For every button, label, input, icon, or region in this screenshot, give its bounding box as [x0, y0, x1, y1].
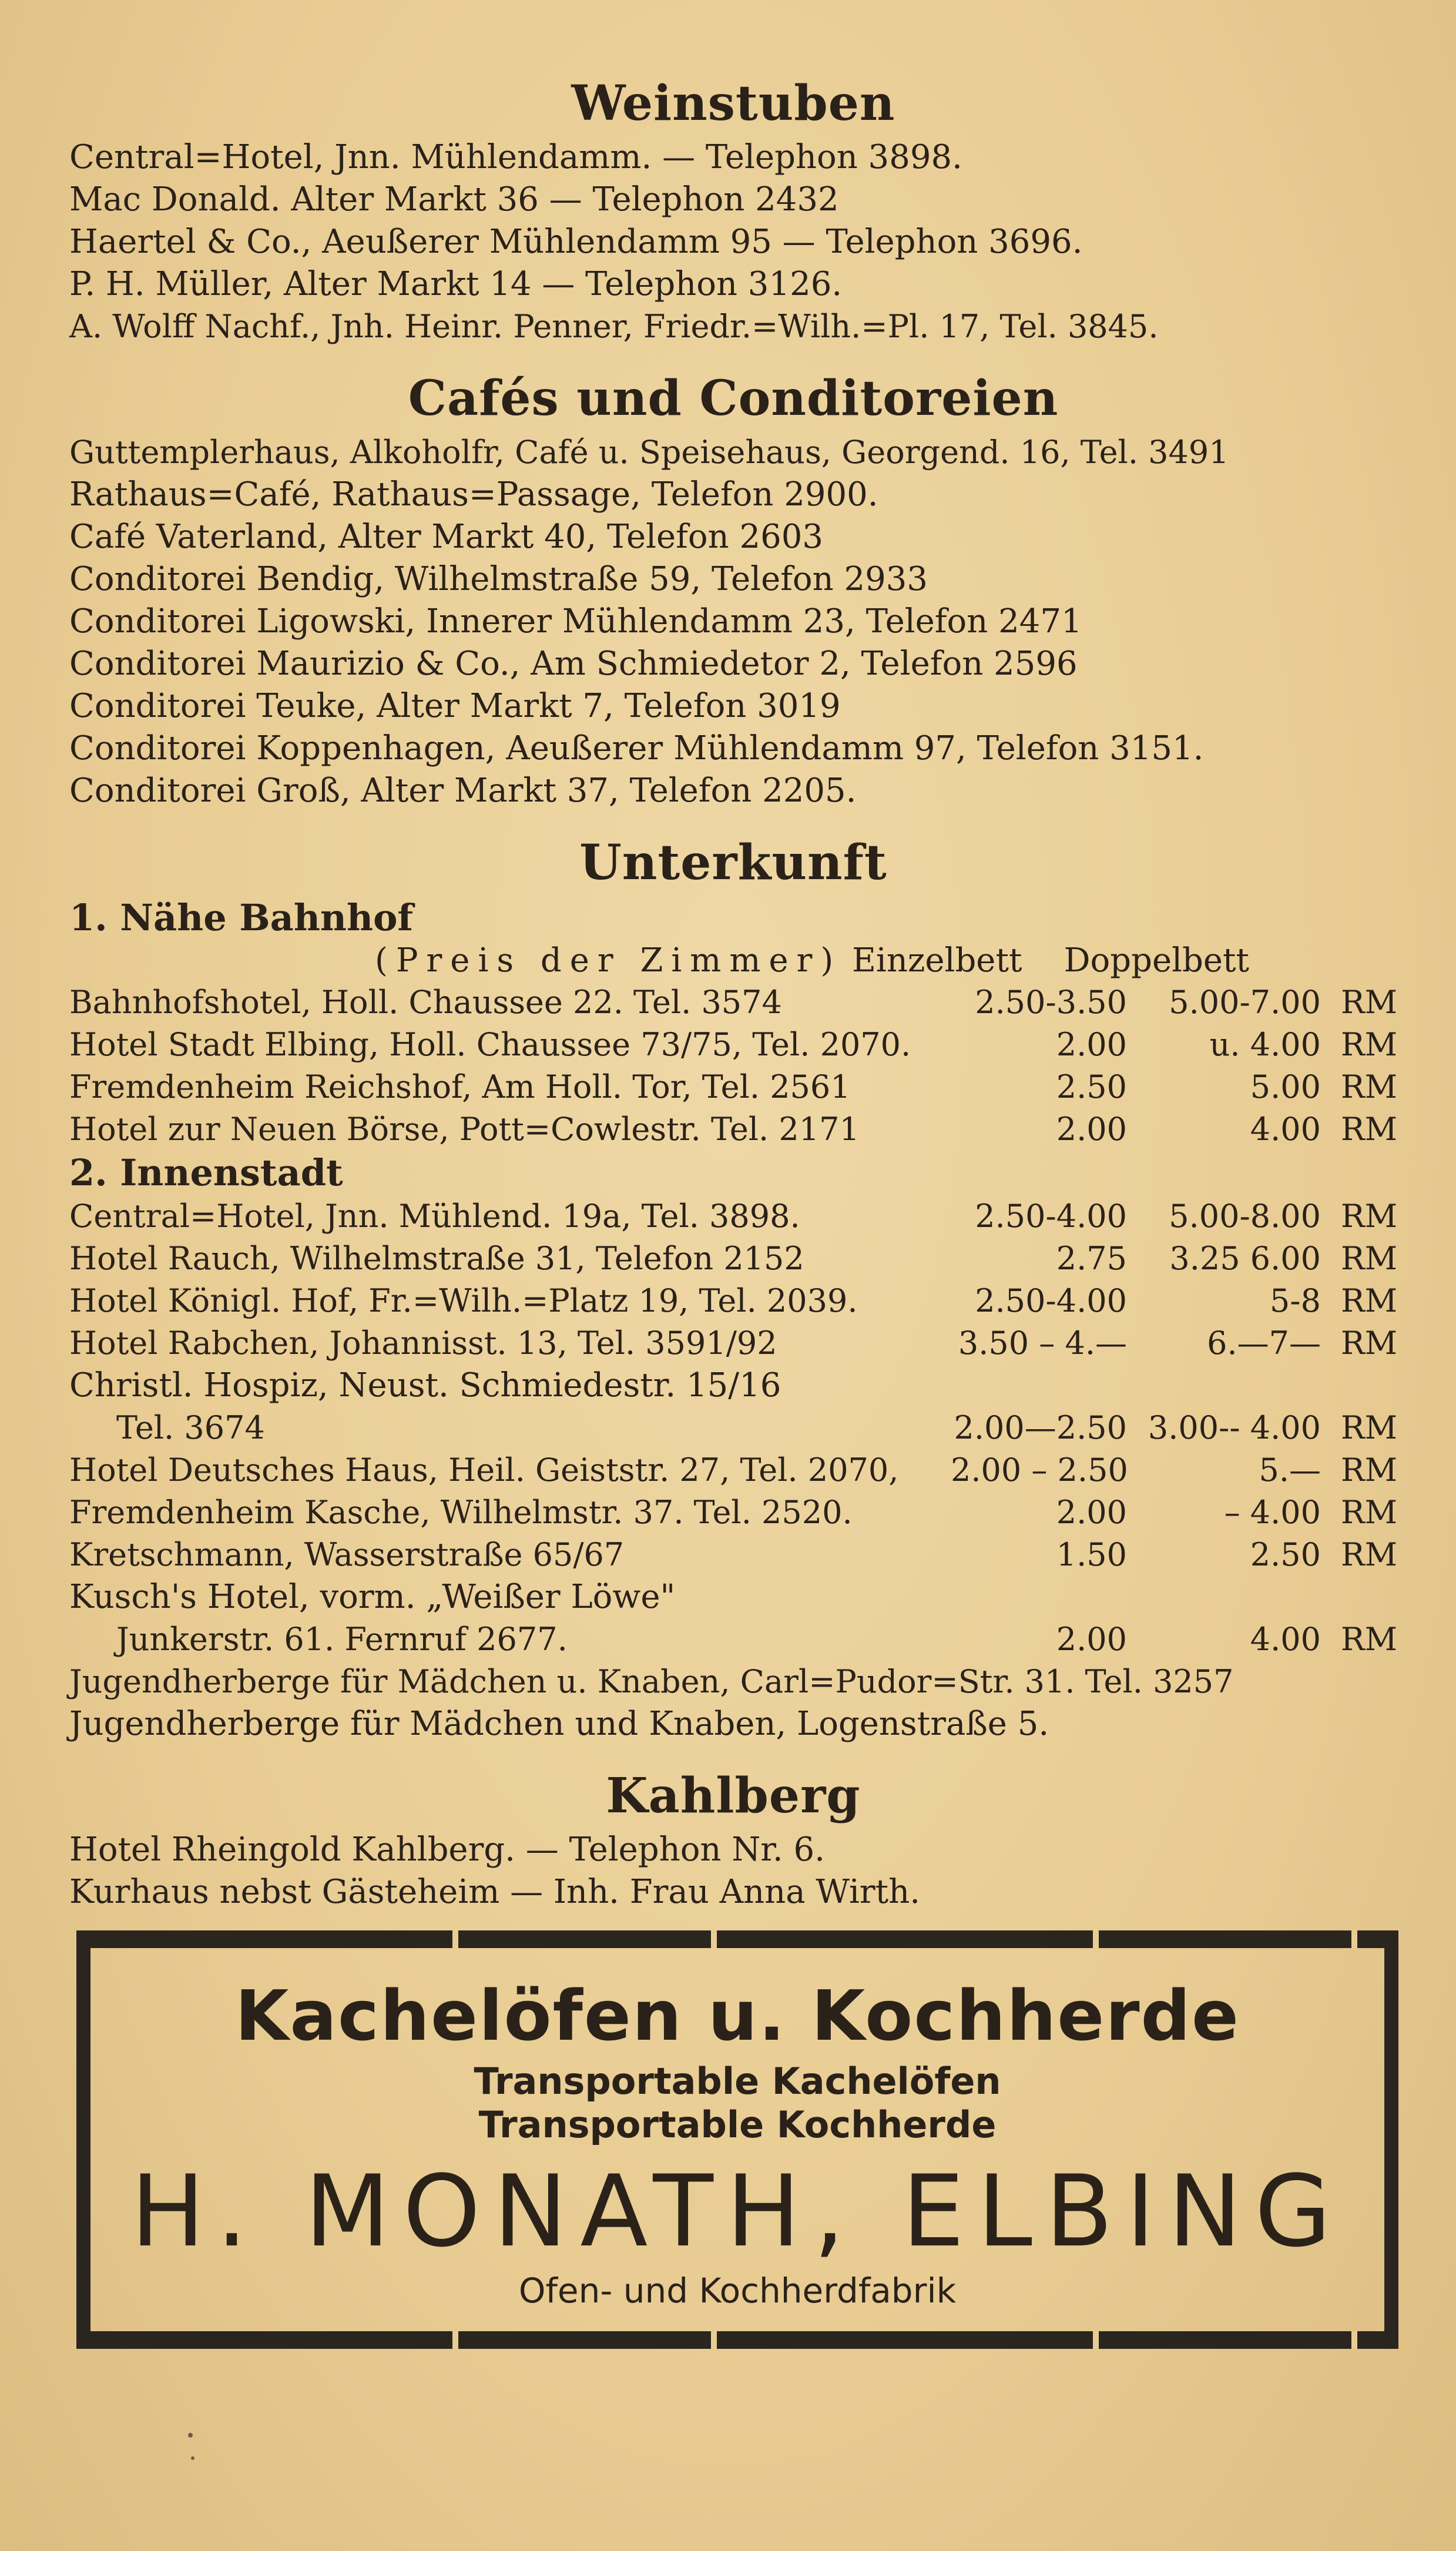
price-double: 5-8 — [1270, 1282, 1321, 1319]
ad-border-left — [76, 1948, 90, 2331]
entry-line: Mac Donald. Alter Markt 36 — Telephon 2432 — [69, 180, 839, 219]
entry-line: Conditorei Bendig, Wilhelmstraße 59, Telefon 2933 — [69, 560, 928, 598]
entry-line: Guttemplerhaus, Alkoholfr, Café u. Speisehaus, Georgend. 16, Tel. 3491 — [69, 434, 1229, 471]
lodging-row — [69, 1280, 1397, 1322]
currency: RM — [1341, 1494, 1397, 1531]
currency: RM — [1341, 1111, 1397, 1148]
subsection-title-bahnhof: 1. Nähe Bahnhof — [69, 896, 414, 939]
lodging-row — [69, 981, 1397, 1024]
price-single: 3.50 – 4.— — [958, 1325, 1127, 1362]
section-weinstuben — [69, 71, 1397, 348]
section-cafes — [69, 366, 1397, 812]
entry-line: Rathaus=Café, Rathaus=Passage, Telefon 2900. — [69, 475, 878, 514]
currency: RM — [1341, 1198, 1397, 1235]
lodging-row — [69, 1407, 1397, 1449]
price-single: 2.00 — [1056, 1621, 1127, 1658]
price-single: 2.50 — [1056, 1068, 1127, 1105]
ad-line: Transportable Kochherde — [478, 2103, 997, 2146]
currency: RM — [1341, 1536, 1397, 1573]
entry-line: Haertel & Co., Aeußerer Mühlendamm 95 — Telephon 3696. — [69, 223, 1083, 261]
price-double: 3.25 6.00 — [1169, 1240, 1321, 1277]
price-header-prefix: (Preis der Zimmer) — [375, 941, 842, 980]
advertisement-box — [76, 1930, 1398, 2351]
currency: RM — [1341, 1325, 1397, 1362]
price-single: 2.50-3.50 — [975, 984, 1127, 1021]
ad-line: Transportable Kachelöfen — [474, 2060, 1001, 2103]
lodging-name: Hotel Rabchen, Johannisst. 13, Tel. 3591/92 — [69, 1325, 777, 1362]
lodging-name: Central=Hotel, Jnn. Mühlend. 19a, Tel. 3898. — [69, 1198, 800, 1235]
entry-line: Café Vaterland, Alter Markt 40, Telefon 2603 — [69, 518, 823, 556]
section-title-cafes: Cafés und Conditoreien — [408, 370, 1059, 427]
lodging-name: Hotel zur Neuen Börse, Pott=Cowlestr. Tel. 2171 — [69, 1111, 860, 1148]
price-header-einzel: Einzelbett — [852, 941, 1022, 980]
entry-line: Conditorei Ligowski, Innerer Mühlendamm 23, Telefon 2471 — [69, 602, 1082, 641]
price-single: 2.00 — [1056, 1026, 1127, 1063]
currency: RM — [1341, 1240, 1397, 1277]
lodging-name: Junkerstr. 61. Fernruf 2677. — [116, 1621, 568, 1658]
lodging-row — [69, 1322, 1397, 1365]
price-single: 2.00 – 2.50 — [951, 1452, 1128, 1489]
lodging-row — [69, 1618, 1397, 1661]
currency: RM — [1341, 1621, 1397, 1658]
entry-line: Conditorei Koppenhagen, Aeußerer Mühlendamm 97, Telefon 3151. — [69, 729, 1204, 767]
lodging-name: Fremdenheim Reichshof, Am Holl. Tor, Tel. 2561 — [69, 1068, 851, 1105]
lodging-row — [69, 1238, 1397, 1280]
entry-line: Christl. Hospiz, Neust. Schmiedestr. 15/16 — [69, 1366, 781, 1404]
price-single: 1.50 — [1056, 1536, 1127, 1573]
lodging-row — [69, 1108, 1397, 1151]
lodging-row — [69, 1534, 1397, 1576]
ad-border-bottom — [76, 2331, 1398, 2349]
directory-content — [69, 71, 1397, 1913]
currency: RM — [1341, 1068, 1397, 1105]
ad-firm-name: H. MONATH, ELBING — [130, 2154, 1344, 2269]
lodging-name: Bahnhofshotel, Holl. Chaussee 22. Tel. 3574 — [69, 984, 782, 1021]
entry-line: Conditorei Teuke, Alter Markt 7, Telefon 3019 — [69, 687, 841, 725]
price-single: 2.75 — [1056, 1240, 1127, 1277]
section-unterkunft — [69, 830, 1397, 1745]
paper-speck — [188, 2433, 193, 2438]
entry-line: Conditorei Groß, Alter Markt 37, Telefon 2205. — [69, 772, 857, 810]
price-double: 5.00-7.00 — [1169, 984, 1321, 1021]
price-double: 5.— — [1259, 1452, 1321, 1489]
ad-border-top — [76, 1930, 1398, 1948]
lodging-row — [69, 1066, 1397, 1108]
entry-line: P. H. Müller, Alter Markt 14 — Telephon 3126. — [69, 265, 843, 303]
price-double: 2.50 — [1250, 1536, 1321, 1573]
price-header — [69, 940, 1397, 981]
entry-line: Kurhaus nebst Gästeheim — Inh. Frau Anna Wirth. — [69, 1873, 921, 1911]
entry-line: Conditorei Maurizio & Co., Am Schmiedetor 2, Telefon 2596 — [69, 645, 1078, 683]
lodging-name: Kretschmann, Wasserstraße 65/67 — [69, 1536, 625, 1573]
price-single: 2.50-4.00 — [975, 1282, 1127, 1319]
paper-speck — [191, 2456, 194, 2460]
ad-content — [90, 1948, 1384, 2331]
section-kahlberg — [69, 1763, 1397, 1913]
entry-line: Hotel Rheingold Kahlberg. — Telephon Nr. 6. — [69, 1831, 825, 1869]
price-double: 6.—7— — [1207, 1325, 1321, 1362]
lodging-name: Fremdenheim Kasche, Wilhelmstr. 37. Tel. 2520. — [69, 1494, 853, 1531]
ad-footer: Ofen- und Kochherdfabrik — [518, 2271, 957, 2311]
section-title-kahlberg: Kahlberg — [606, 1768, 861, 1824]
lodging-name: Hotel Königl. Hof, Fr.=Wilh.=Platz 19, Tel. 2039. — [69, 1282, 858, 1319]
currency: RM — [1341, 1452, 1397, 1489]
currency: RM — [1341, 1282, 1397, 1319]
price-single: 2.00—2.50 — [954, 1409, 1127, 1446]
lodging-row — [69, 1195, 1397, 1238]
price-single: 2.00 — [1056, 1494, 1127, 1531]
ad-border-right — [1384, 1948, 1398, 2331]
subsection-title-innenstadt: 2. Innenstadt — [69, 1151, 343, 1194]
price-header-doppel: Doppelbett — [1064, 941, 1250, 980]
lodging-row — [69, 1449, 1397, 1491]
currency: RM — [1341, 984, 1397, 1021]
price-double: 3.00-- 4.00 — [1148, 1409, 1321, 1446]
lodging-row — [69, 1491, 1397, 1534]
entry-line: Kusch's Hotel, vorm. „Weißer Löwe" — [69, 1578, 676, 1616]
section-title-weinstuben: Weinstuben — [571, 75, 895, 132]
price-double: 5.00-8.00 — [1169, 1198, 1321, 1235]
price-single: 2.50-4.00 — [975, 1198, 1127, 1235]
section-title-unterkunft: Unterkunft — [579, 834, 887, 891]
price-double: 4.00 — [1250, 1621, 1321, 1658]
price-double: 4.00 — [1250, 1111, 1321, 1148]
entry-line: Central=Hotel, Jnn. Mühlendamm. — Telephon 3898. — [69, 138, 962, 176]
entry-line: Jugendherberge für Mädchen und Knaben, Logenstraße 5. — [69, 1705, 1049, 1743]
entry-line: Jugendherberge für Mädchen u. Knaben, Carl=Pudor=Str. 31. Tel. 3257 — [69, 1663, 1234, 1700]
currency: RM — [1341, 1026, 1397, 1063]
price-double: u. 4.00 — [1209, 1026, 1321, 1063]
price-double: – 4.00 — [1224, 1494, 1321, 1531]
lodging-name: Tel. 3674 — [116, 1409, 265, 1446]
price-single: 2.00 — [1056, 1111, 1127, 1148]
price-double: 5.00 — [1250, 1068, 1321, 1105]
lodging-row — [69, 1024, 1397, 1066]
ad-title: Kachelöfen u. Kochherde — [234, 1975, 1240, 2056]
lodging-name: Hotel Deutsches Haus, Heil. Geiststr. 27, Tel. 2070, — [69, 1452, 899, 1489]
lodging-name: Hotel Stadt Elbing, Holl. Chaussee 73/75, Tel. 2070. — [69, 1026, 911, 1063]
lodging-name: Hotel Rauch, Wilhelmstraße 31, Telefon 2152 — [69, 1240, 804, 1277]
currency: RM — [1341, 1409, 1397, 1446]
entry-line: A. Wolff Nachf., Jnh. Heinr. Penner, Friedr.=Wilh.=Pl. 17, Tel. 3845. — [69, 308, 1159, 345]
